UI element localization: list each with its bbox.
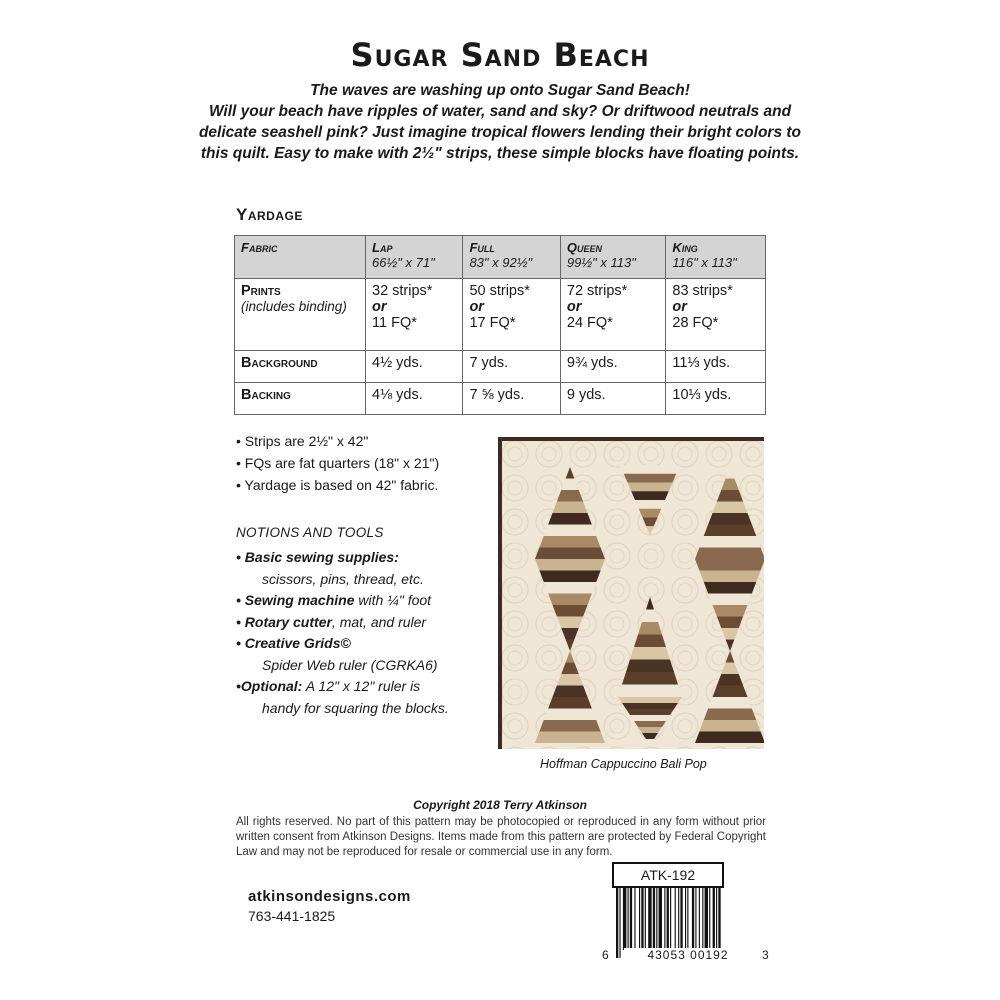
table-cell: 83 strips* or 28 FQ* — [666, 279, 766, 351]
table-cell: 7 ⅝ yds. — [463, 383, 560, 415]
quilt-photo — [498, 437, 764, 749]
table-cell: 9¾ yds. — [560, 351, 666, 383]
table-cell: 32 strips* or 11 FQ* — [366, 279, 463, 351]
note-item: • Yardage is based on 42" fabric. — [236, 477, 439, 493]
row-label-backing: Backing — [235, 383, 366, 415]
quilt-triangle-band — [708, 513, 752, 525]
intro-text — [160, 80, 840, 164]
table-cell: 50 strips* or 17 FQ* — [463, 279, 560, 351]
quilt-triangle-band — [635, 500, 665, 509]
quilt-triangle-band — [618, 685, 682, 698]
table-row — [235, 279, 766, 351]
quilt-triangle-band — [704, 709, 757, 721]
barcode-bar — [630, 888, 632, 950]
barcode-bar — [716, 888, 717, 950]
quilt-triangle-band — [639, 509, 662, 518]
barcode-digit-left: 6 — [602, 948, 609, 962]
column-header-king: King 116" x 113" — [666, 236, 766, 279]
table-cell: 11⅓ yds. — [666, 351, 766, 383]
quilt-triangle-band — [704, 525, 757, 537]
row-label-background: Background — [235, 351, 366, 383]
table-cell: 9 yds. — [560, 383, 666, 415]
barcode-bar — [667, 888, 669, 950]
notion-item: • Rotary cutter, mat, and ruler — [236, 613, 427, 630]
quilt-triangle-band — [624, 474, 677, 483]
column-header-full: Full 83" x 92½" — [463, 236, 560, 279]
intro-line: Will your beach have ripples of water, sand and sky? Or driftwood neutrals and — [208, 103, 792, 120]
barcode-digit-right: 3 — [762, 948, 769, 962]
barcode-bar — [692, 888, 694, 950]
intro-line: The waves are washing up onto Sugar Sand Beach! — [310, 82, 690, 99]
website-text: atkinsondesigns.com — [248, 888, 411, 905]
quilt-triangle-band — [708, 697, 752, 709]
barcode-bar — [653, 888, 655, 950]
quilt-triangle-band — [626, 709, 674, 715]
quilt-triangle-band — [631, 491, 669, 500]
row-label-prints: Prints (includes binding) — [235, 279, 366, 351]
yardage-table — [234, 235, 766, 415]
quilt-triangle-band — [713, 502, 748, 514]
barcode-bar — [699, 888, 700, 950]
quilt-triangle-band — [717, 617, 743, 629]
quilt-triangle-band — [628, 483, 673, 492]
quilt-triangle-band — [630, 715, 670, 721]
copyright-heading: Copyright 2018 Terry Atkinson — [413, 798, 587, 812]
quilt-triangle-band — [699, 571, 760, 583]
quilt-triangle-band — [535, 559, 605, 571]
note-item: • FQs are fat quarters (18" x 21") — [236, 455, 440, 471]
barcode-bar — [645, 888, 646, 950]
notion-item: •Optional: A 12" x 12" ruler is — [236, 678, 421, 694]
quilt-triangle-band — [634, 635, 666, 648]
column-header-fabric: Fabric — [235, 236, 366, 279]
table-cell: 4½ yds. — [366, 351, 463, 383]
quilt-triangle-band — [553, 605, 588, 617]
quilt-triangle-band — [638, 622, 662, 635]
quilt-triangle-band — [557, 490, 583, 502]
quilt-triangle-band — [695, 548, 764, 560]
quilt-triangle-band — [539, 536, 600, 548]
notion-item: handy for squaring the blocks. — [262, 699, 449, 716]
photo-caption: Hoffman Cappuccino Bali Pop — [540, 757, 707, 771]
intro-line: this quilt. Easy to make with 2½" strips, these simple blocks have floating points. — [200, 145, 800, 162]
quilt-triangle-band — [634, 721, 666, 727]
quilt-triangle-band — [630, 647, 670, 660]
barcode-bar — [616, 888, 618, 958]
notion-item: • Creative Grids© — [236, 635, 351, 651]
barcode-bar — [623, 888, 626, 950]
barcode-bar — [656, 888, 657, 950]
notion-item: • Sewing machine with ¼" foot — [236, 592, 432, 608]
intro-line: delicate seashell pink? Just imagine tropical flowers lending their bright colors to — [198, 124, 802, 141]
column-header-lap: Lap 66½" x 71" — [366, 236, 463, 279]
quilt-triangle-band — [544, 582, 597, 594]
quilt-image — [498, 437, 764, 749]
quilt-triangle-band — [704, 582, 757, 594]
barcode-bar — [687, 888, 688, 950]
quilt-triangle-band — [699, 536, 760, 548]
barcode-bar — [695, 888, 696, 950]
quilt-triangle-band — [622, 703, 678, 709]
quilt-triangle-band — [548, 594, 592, 606]
quilt-triangle-band — [699, 720, 760, 732]
quilt-triangle-band — [713, 605, 748, 617]
quilt-triangle-band — [539, 720, 600, 732]
table-header-row — [235, 236, 766, 279]
quilt-triangle-band — [638, 727, 662, 733]
barcode-bar — [664, 888, 665, 950]
barcode-bar — [659, 888, 662, 950]
quilt-triangle-band — [717, 490, 743, 502]
barcode-bar — [685, 888, 686, 950]
note-item: • Strips are 2½" x 42" — [236, 433, 369, 449]
legal-text: All rights reserved. No part of this pattern may be photocopied or reproduced in any form without prior written consent from Atkinson Designs. Items made from this pattern are protected by Federal Copyright Law and may not be reproduced for resale or commercial use in any form. — [236, 816, 766, 858]
barcode-bar — [680, 888, 682, 950]
quilt-triangle-band — [544, 525, 597, 537]
quilt-triangle-band — [535, 732, 605, 744]
table-cell: 4⅛ yds. — [366, 383, 463, 415]
column-header-queen: Queen 99½" x 113" — [560, 236, 666, 279]
quilt-triangle-band — [557, 617, 583, 629]
quilt-triangle-band — [548, 697, 592, 709]
quilt-triangle-band — [544, 709, 597, 721]
barcode-bar — [628, 888, 629, 950]
quilt-triangle-band — [622, 672, 678, 685]
barcode-bar — [709, 888, 710, 950]
notions-heading: NOTIONS AND TOOLS — [236, 525, 384, 540]
notion-item: Spider Web ruler (CGRKA6) — [262, 656, 438, 673]
quilt-triangle-band — [695, 559, 764, 571]
barcode-bar — [639, 888, 640, 950]
quilt-triangle-band — [717, 674, 743, 686]
barcode-bar — [705, 888, 708, 950]
notion-item: scissors, pins, thread, etc. — [262, 570, 424, 587]
barcode-digits: 43053 00192 — [624, 948, 752, 962]
table-row — [235, 383, 766, 415]
notions-list — [236, 547, 496, 719]
table-row — [235, 351, 766, 383]
quilt-triangle-band — [695, 732, 764, 744]
table-cell: 72 strips* or 24 FQ* — [560, 279, 666, 351]
quilt-triangle-band — [553, 686, 588, 698]
phone-number: 763-441-1825 — [248, 908, 336, 924]
barcode — [602, 888, 769, 964]
barcode-bar — [678, 888, 679, 950]
barcode-bar — [713, 888, 715, 950]
quilt-triangle-band — [620, 465, 680, 474]
quilt-triangle-band — [553, 502, 588, 514]
table-cell: 7 yds. — [463, 351, 560, 383]
notion-item: • Basic sewing supplies: — [236, 549, 399, 565]
quilt-triangle-band — [548, 513, 592, 525]
quilt-triangle-band — [626, 660, 674, 673]
quilt-triangle-band — [557, 674, 583, 686]
table-cell: 10⅓ yds. — [666, 383, 766, 415]
quilt-triangle-band — [713, 686, 748, 698]
quilt-triangle-band — [539, 571, 600, 583]
quilt-triangle-band — [618, 697, 682, 703]
quilt-triangle-band — [535, 548, 605, 560]
yardage-notes — [236, 430, 439, 496]
barcode-bar — [641, 888, 643, 950]
barcode-bar — [619, 888, 620, 958]
barcode-bar — [648, 888, 651, 950]
barcode-bar — [675, 888, 676, 950]
barcode-bar — [634, 888, 635, 950]
yardage-heading: Yardage — [236, 205, 303, 224]
product-code: ATK-192 — [612, 862, 724, 888]
quilt-triangle-band — [708, 594, 752, 606]
barcode-bar — [702, 888, 703, 950]
pattern-title: Sugar Sand Beach — [350, 36, 650, 74]
